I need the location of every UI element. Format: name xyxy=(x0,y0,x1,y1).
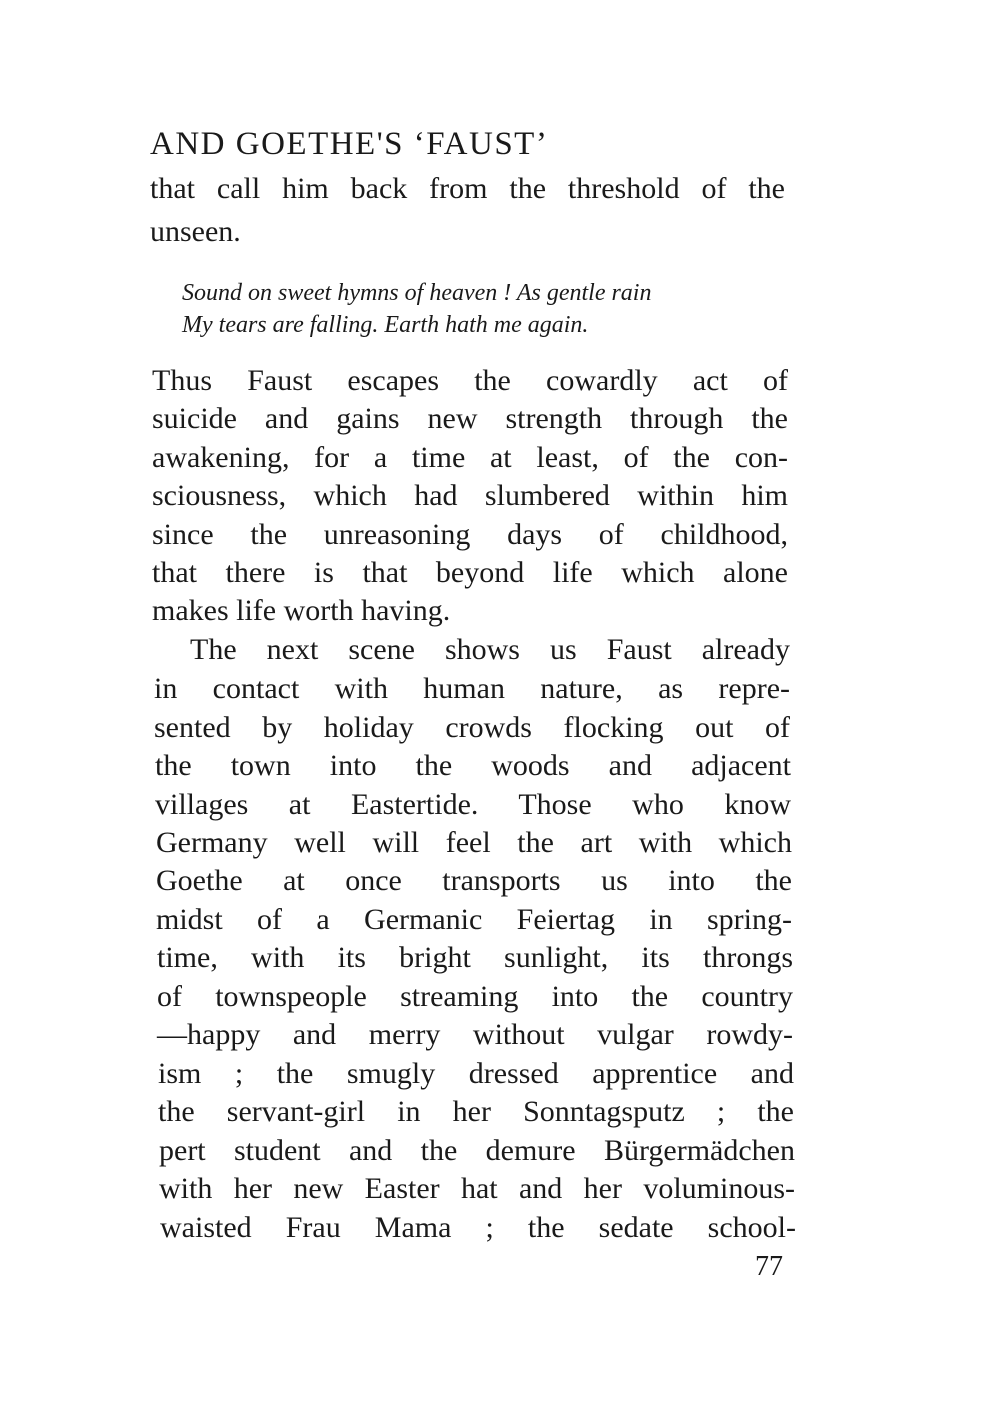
text-line: that call him back from the threshold of the xyxy=(150,172,785,205)
text-line: unseen. xyxy=(150,215,241,248)
text-line: —happy and merry without vulgar rowdy- xyxy=(157,1018,793,1051)
verse-line: My tears are falling. Earth hath me again. xyxy=(182,312,589,338)
verse-line: Sound on sweet hymns of heaven ! As gentle rain xyxy=(182,280,652,306)
text-line: in contact with human nature, as repre- xyxy=(154,672,790,705)
text-line: midst of a Germanic Feiertag in spring- xyxy=(156,903,792,936)
text-line: sciousness, which had slumbered within him xyxy=(152,479,788,512)
text-line: the town into the woods and adjacent xyxy=(155,749,791,782)
text-line: with her new Easter hat and her voluminous- xyxy=(159,1172,795,1205)
text-line: since the unreasoning days of childhood, xyxy=(152,518,788,551)
text-line: ism ; the smugly dressed apprentice and xyxy=(158,1057,794,1090)
text-line: pert student and the demure Bürgermädchen xyxy=(159,1134,795,1167)
text-line: that there is that beyond life which alone xyxy=(152,556,788,589)
text-line: The next scene shows us Faust already xyxy=(190,633,790,666)
text-line: waisted Frau Mama ; the sedate school- xyxy=(160,1211,796,1244)
running-head: AND GOETHE'S ‘FAUST’ xyxy=(150,126,549,162)
text-line: sented by holiday crowds flocking out of xyxy=(154,711,790,744)
text-line: suicide and gains new strength through the xyxy=(152,402,788,435)
page-number: 77 xyxy=(755,1251,783,1282)
text-line: villages at Eastertide. Those who know xyxy=(155,788,791,821)
text-line: Goethe at once transports us into the xyxy=(156,864,792,897)
text-line: the servant-girl in her Sonntagsputz ; the xyxy=(158,1095,794,1128)
text-line: Thus Faust escapes the cowardly act of xyxy=(152,364,788,397)
text-line: makes life worth having. xyxy=(152,594,451,627)
text-line: awakening, for a time at least, of the con- xyxy=(152,441,788,474)
text-line: of townspeople streaming into the country xyxy=(157,980,793,1013)
text-line: time, with its bright sunlight, its throngs xyxy=(157,941,793,974)
text-line: Germany well will feel the art with which xyxy=(156,826,792,859)
